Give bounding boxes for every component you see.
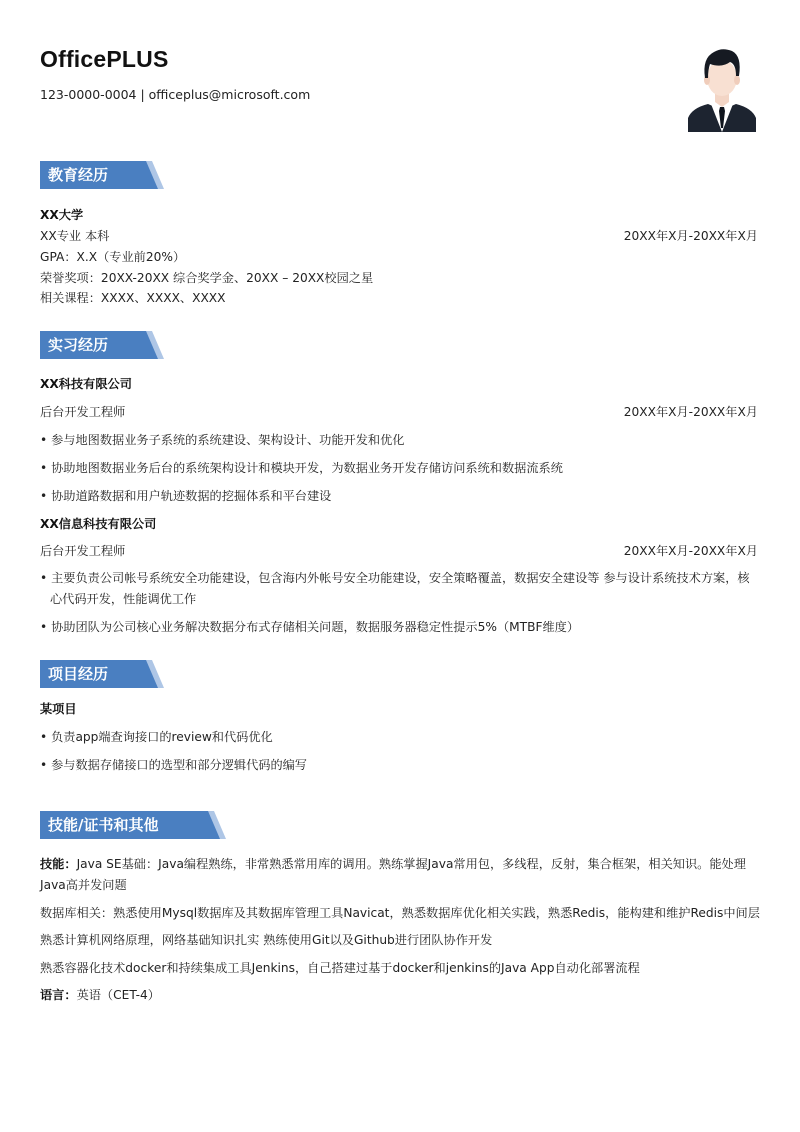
section-header-projects — [40, 660, 164, 688]
job-period: 20XX年X月-20XX年X月 — [623, 405, 758, 419]
job-role: 后台开发工程师 — [40, 405, 126, 419]
list-item: • 协助道路数据和用户轨迹数据的挖掘体系和平台建设 — [40, 489, 332, 503]
skills-line: Java高并发问题 — [40, 878, 127, 892]
section-header-education — [40, 161, 164, 189]
list-item: • 负责app端查询接口的review和代码优化 — [40, 730, 273, 744]
list-item: • 参与地图数据业务子系统的系统建设、架构设计、功能开发和优化 — [40, 433, 405, 447]
contact-info: 123-0000-0004 | officeplus@microsoft.com — [40, 87, 311, 102]
section-title: 实习经历 — [48, 336, 109, 354]
list-item-line: • 主要负责公司帐号系统安全功能建设，包含海内外帐号安全功能建设，安全策略覆盖，数据安全建设等 参与设计系统技术方案，核 — [40, 571, 750, 585]
section-title: 教育经历 — [48, 166, 109, 184]
company-name: XX科技有限公司 — [40, 377, 132, 391]
list-item: • 协助地图数据业务后台的系统架构设计和模块开发，为数据业务开发存储访问系统和数据流系统 — [40, 461, 563, 475]
gpa: GPA：X.X（专业前20%） — [40, 250, 186, 264]
section-header-internship — [40, 331, 164, 359]
list-item — [40, 568, 760, 610]
language-label: 语言： — [40, 988, 77, 1002]
list-item: • 协助团队为公司核心业务解决数据分布式存储相关问题，数据服务器稳定性提示5%（MTBF维度） — [40, 620, 580, 634]
list-item-line: 心代码开发，性能调优工作 — [50, 592, 197, 606]
database-skills: 数据库相关：熟悉使用Mysql数据库及其数据库管理工具Navicat，熟悉数据库优化相关实践，熟悉Redis，能构建和维护Redis中间层 — [40, 906, 760, 920]
skills-paragraph — [40, 854, 760, 896]
company-name: XX信息科技有限公司 — [40, 517, 157, 531]
job-role: 后台开发工程师 — [40, 544, 126, 558]
skills-line — [40, 854, 760, 875]
skills-label: 技能： — [40, 857, 77, 871]
section-title: 技能/证书和其他 — [48, 816, 159, 834]
avatar-icon — [688, 44, 756, 132]
language-line — [40, 987, 160, 1003]
job-period: 20XX年X月-20XX年X月 — [623, 544, 758, 558]
section-title: 项目经历 — [48, 665, 109, 683]
network-skills: 熟悉计算机网络原理，网络基础知识扎实 熟练使用Git以及Github进行团队协作开发 — [40, 933, 493, 947]
courses: 相关课程：XXXX、XXXX、XXXX — [40, 291, 226, 305]
school-name: XX大学 — [40, 208, 84, 222]
skills-text: Java SE基础：Java编程熟练，非常熟悉常用库的调用。熟练掌握Java常用包，多线程，反射，集合框架，相关知识。能处理 — [76, 857, 746, 871]
section-header-skills — [40, 811, 226, 839]
language-value: 英语（CET-4） — [76, 988, 160, 1002]
honors: 荣誉奖项：20XX-20XX 综合奖学金、20XX – 20XX校园之星 — [40, 271, 374, 285]
major: XX专业 本科 — [40, 229, 110, 243]
education-period: 20XX年X月-20XX年X月 — [623, 229, 758, 243]
list-item: • 参与数据存储接口的选型和部分逻辑代码的编写 — [40, 758, 307, 772]
candidate-name: OfficePLUS — [40, 46, 169, 72]
docker-skills: 熟悉容器化技术docker和持续集成工具Jenkins，自己搭建过基于docker和jenkins的Java App自动化部署流程 — [40, 961, 640, 975]
project-name: 某项目 — [40, 702, 77, 716]
